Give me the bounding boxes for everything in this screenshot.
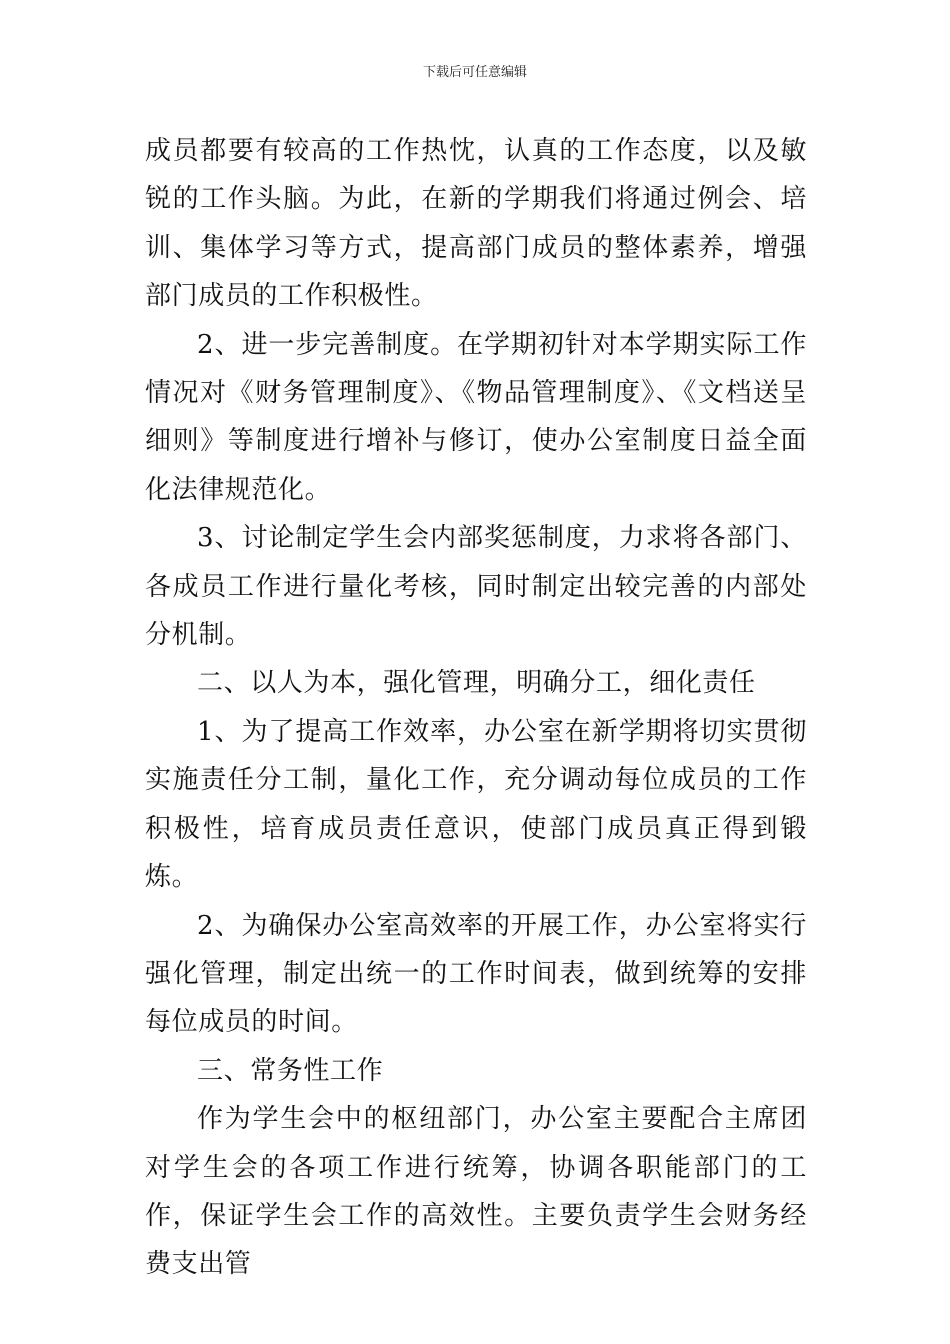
paragraph-5: 2、为确保办公室高效率的开展工作，办公室将实行强化管理，制定出统一的工作时间表，做到统筹的安排每位成员的时间。 (145, 910, 807, 1038)
paragraph-2: 2、进一步完善制度。在学期初针对本学期实际工作情况对《财务管理制度》、《物品管理制度》、《文档送呈细则》等制度进行增补与修订，使办公室制度日益全面化法律规范化。 (145, 329, 807, 505)
document-body (145, 127, 807, 1289)
section-heading-3: 三、常务性工作 (197, 1055, 384, 1086)
paragraph-6: 作为学生会中的枢纽部门，办公室主要配合主席团对学生会的各项工作进行统筹，协调各职能部门的工作，保证学生会工作的高效性。主要负责学生会财务经费支出管 (145, 1104, 807, 1280)
paragraph-4: 1、为了提高工作效率，办公室在新学期将切实贯彻实施责任分工制，量化工作，充分调动每位成员的工作积极性，培育成员责任意识，使部门成员真正得到锻炼。 (145, 716, 807, 893)
section-heading-2: 二、以人为本，强化管理，明确分工，细化责任 (197, 668, 756, 699)
paragraph-1: 成员都要有较高的工作热忱，认真的工作态度，以及敏锐的工作头脑。为此，在新的学期我们将通过例会、培训、集体学习等方式，提高部门成员的整体素养，增强部门成员的工作积极性。 (145, 136, 807, 312)
page-header: 下载后可任意编辑 (422, 65, 527, 80)
paragraph-3: 3、讨论制定学生会内部奖惩制度，力求将各部门、各成员工作进行量化考核，同时制定出较完善的内部处分机制。 (145, 523, 807, 651)
